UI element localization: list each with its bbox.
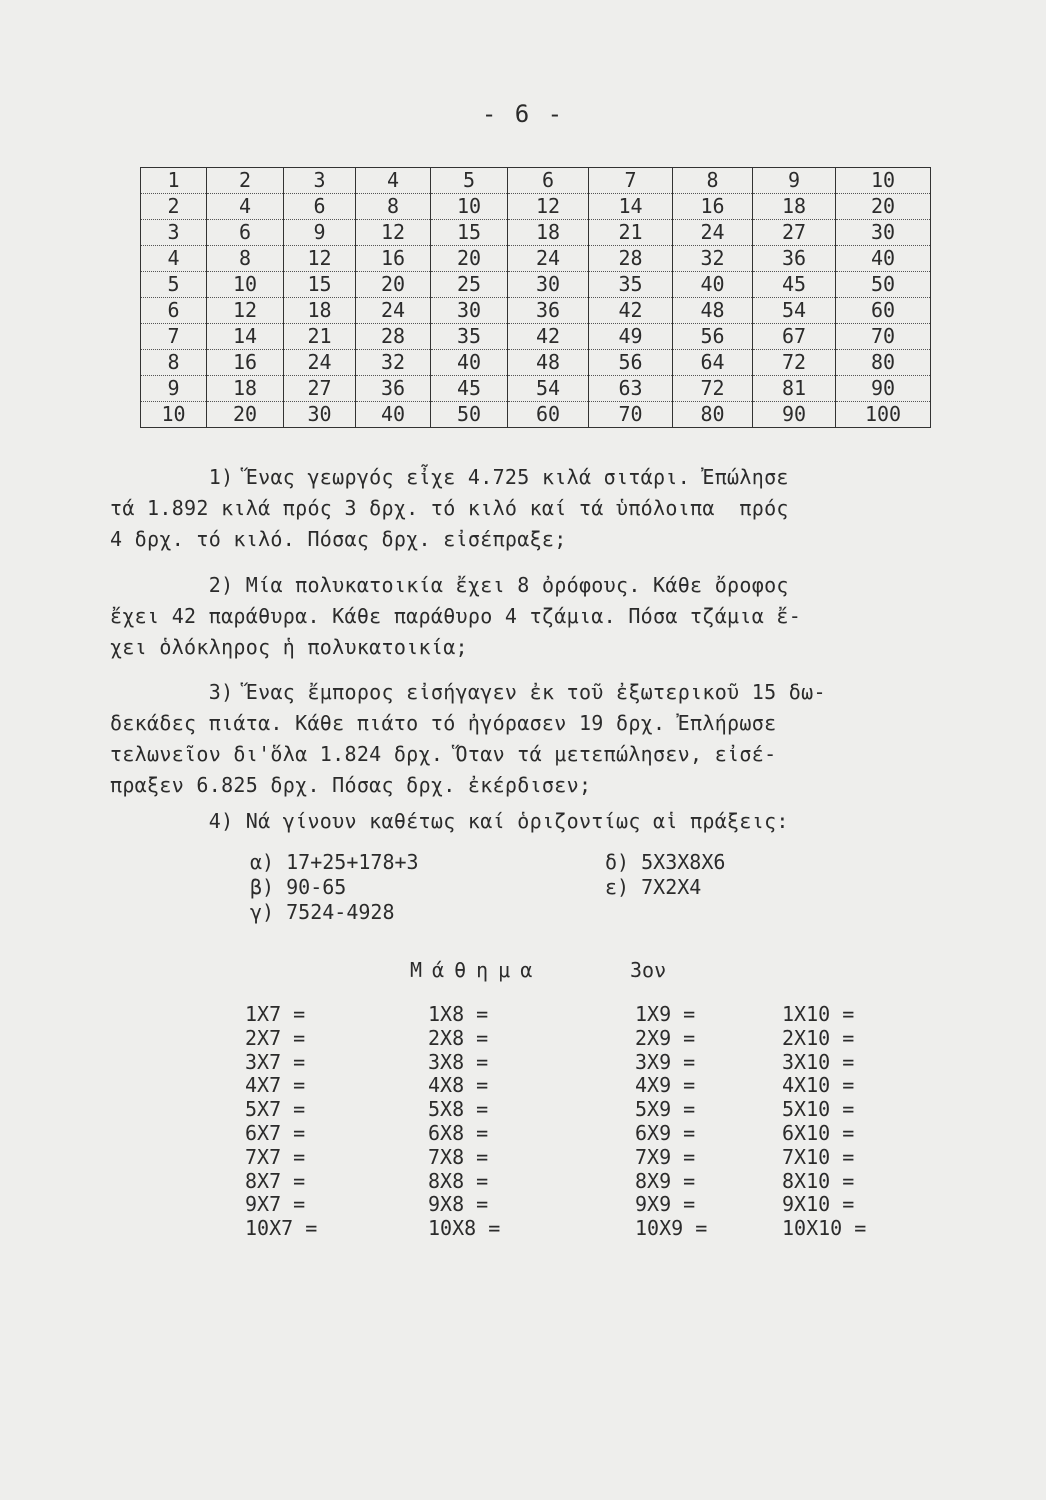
table-cell: 64 <box>673 350 753 376</box>
operation-a: α) 17+25+178+3 <box>250 850 419 874</box>
table-cell: 12 <box>508 194 589 220</box>
table-cell: 16 <box>356 246 431 272</box>
times-8-row: 4X8 = <box>428 1073 489 1098</box>
table-cell: 12 <box>284 246 356 272</box>
table-cell: 36 <box>356 376 431 402</box>
table-cell: 7 <box>141 324 207 350</box>
table-cell: 16 <box>673 194 753 220</box>
multiplication-table <box>140 167 931 428</box>
table-cell: 56 <box>673 324 753 350</box>
table-cell: 48 <box>673 298 753 324</box>
times-7-row: 1X7 = <box>245 1002 306 1026</box>
table-cell: 54 <box>753 298 836 324</box>
table-cell: 72 <box>673 376 753 402</box>
table-cell: 54 <box>508 376 589 402</box>
table-cell: 16 <box>207 350 284 376</box>
times-8-row: 5X8 = <box>428 1097 489 1122</box>
times-7-row: 7X7 = <box>245 1144 306 1169</box>
table-cell: 8 <box>207 246 284 272</box>
table-cell: 40 <box>673 272 753 298</box>
table-cell: 20 <box>207 402 284 428</box>
times-7-row: 6X7 = <box>245 1120 306 1145</box>
table-cell: 28 <box>356 324 431 350</box>
table-cell: 9 <box>141 376 207 402</box>
times-table-10 <box>782 1003 866 1241</box>
table-cell: 10 <box>431 194 508 220</box>
table-cell: 72 <box>753 350 836 376</box>
problem-2: 2) Μία πολυκατοικία ἔχει 8 ὀρόφους. Κάθε ὄροφος ἔχει 42 παράθυρα. Κάθε παράθυρο 4 τζάμια. Πόσα τζάμια ἔ- χει ὁλόκληρος ἡ πολυκατοικία; <box>110 573 802 659</box>
operation-e: ε) 7X2X4 <box>605 875 702 899</box>
table-cell: 28 <box>589 246 673 272</box>
table-cell: 70 <box>589 402 673 428</box>
table-cell: 81 <box>753 376 836 402</box>
times-8-row: 8X8 = <box>428 1168 489 1193</box>
times-8-row: 6X8 = <box>428 1120 489 1145</box>
table-cell: 60 <box>836 298 931 324</box>
table-cell: 27 <box>284 376 356 402</box>
times-10-row: 9X10 = <box>782 1192 855 1217</box>
operations-right <box>605 850 725 900</box>
table-row <box>141 350 931 376</box>
times-9-row: 1X9 = <box>635 1002 696 1026</box>
times-7-row: 3X7 = <box>245 1049 306 1074</box>
table-row <box>141 298 931 324</box>
times-7-row: 5X7 = <box>245 1097 306 1122</box>
problem-1: 1) Ἕνας γεωργός εἶχε 4.725 κιλά σιτάρι. Ἐπώλησε τά 1.892 κιλά πρός 3 δρχ. τό κιλό καί τά ὑπόλοιπα πρός 4 δρχ. τό κιλό. Πόσας δρχ. εἰσέπραξε; <box>110 465 789 551</box>
table-cell: 32 <box>673 246 753 272</box>
table-cell: 6 <box>141 298 207 324</box>
operation-d: δ) 5X3X8X6 <box>605 850 726 874</box>
table-cell: 6 <box>207 220 284 246</box>
table-cell: 9 <box>753 168 836 194</box>
times-7-row: 4X7 = <box>245 1073 306 1098</box>
table-cell: 14 <box>589 194 673 220</box>
times-table-9 <box>635 1003 707 1241</box>
problem-4: 4) Νά γίνουν καθέτως καί ὁριζοντίως αἱ πράξεις: <box>110 809 789 833</box>
table-row <box>141 168 931 194</box>
table-cell: 18 <box>753 194 836 220</box>
table-cell: 5 <box>431 168 508 194</box>
table-cell: 20 <box>356 272 431 298</box>
table-cell: 2 <box>207 168 284 194</box>
table-cell: 36 <box>753 246 836 272</box>
table-cell: 20 <box>836 194 931 220</box>
times-10-row: 6X10 = <box>782 1120 855 1145</box>
times-8-row: 1X8 = <box>428 1002 489 1026</box>
table-cell: 30 <box>508 272 589 298</box>
table-cell: 5 <box>141 272 207 298</box>
table-cell: 67 <box>753 324 836 350</box>
problem-3: 3) Ἕνας ἔμπορος εἰσήγαγεν ἐκ τοῦ ἐξωτερικοῦ 15 δω- δεκάδες πιάτα. Κάθε πιάτο τό ἠγόρασεν 19 δρχ. Ἐπλήρωσε τελωνεῖον δι'ὅλα 1.824 δρχ. Ὅταν τά μετεπώλησεν, εἰσέ- πραξεν 6.825 δρχ. Πόσας δρχ. ἐκέρδισεν; <box>110 680 826 797</box>
times-10-row: 7X10 = <box>782 1144 855 1169</box>
table-row <box>141 246 931 272</box>
table-cell: 12 <box>356 220 431 246</box>
table-cell: 10 <box>207 272 284 298</box>
table-cell: 42 <box>589 298 673 324</box>
table-cell: 24 <box>356 298 431 324</box>
table-cell: 90 <box>753 402 836 428</box>
table-cell: 30 <box>836 220 931 246</box>
table-cell: 9 <box>284 220 356 246</box>
table-cell: 3 <box>141 220 207 246</box>
table-cell: 40 <box>356 402 431 428</box>
lesson-title: Μάθημα <box>410 958 543 982</box>
table-cell: 70 <box>836 324 931 350</box>
table-cell: 3 <box>284 168 356 194</box>
table-row <box>141 324 931 350</box>
table-row <box>141 272 931 298</box>
table-cell: 24 <box>673 220 753 246</box>
table-cell: 50 <box>431 402 508 428</box>
table-cell: 49 <box>589 324 673 350</box>
table-cell: 21 <box>284 324 356 350</box>
table-cell: 12 <box>207 298 284 324</box>
times-10-row: 4X10 = <box>782 1073 855 1098</box>
table-cell: 24 <box>508 246 589 272</box>
times-7-row: 9X7 = <box>245 1192 306 1217</box>
times-8-row: 7X8 = <box>428 1144 489 1169</box>
table-row <box>141 376 931 402</box>
times-9-row: 7X9 = <box>635 1144 696 1169</box>
table-cell: 4 <box>141 246 207 272</box>
table-cell: 7 <box>589 168 673 194</box>
times-10-row: 1X10 = <box>782 1002 855 1026</box>
table-cell: 100 <box>836 402 931 428</box>
times-table-7 <box>245 1003 317 1241</box>
times-8-row: 10X8 = <box>428 1216 501 1241</box>
times-9-row: 5X9 = <box>635 1097 696 1122</box>
table-cell: 35 <box>431 324 508 350</box>
table-cell: 30 <box>284 402 356 428</box>
page-number: - 6 - <box>481 100 565 128</box>
table-cell: 80 <box>673 402 753 428</box>
table-cell: 21 <box>589 220 673 246</box>
table-cell: 24 <box>284 350 356 376</box>
table-cell: 42 <box>508 324 589 350</box>
table-row <box>141 194 931 220</box>
table-cell: 2 <box>141 194 207 220</box>
table-cell: 63 <box>589 376 673 402</box>
times-9-row: 3X9 = <box>635 1049 696 1074</box>
times-9-row: 2X9 = <box>635 1025 696 1050</box>
table-cell: 6 <box>508 168 589 194</box>
times-9-row: 10X9 = <box>635 1216 708 1241</box>
table-cell: 15 <box>284 272 356 298</box>
table-cell: 40 <box>431 350 508 376</box>
table-cell: 80 <box>836 350 931 376</box>
table-cell: 60 <box>508 402 589 428</box>
table-cell: 10 <box>141 402 207 428</box>
lesson-number: 3ον <box>630 958 667 982</box>
table-cell: 27 <box>753 220 836 246</box>
table-cell: 56 <box>589 350 673 376</box>
table-cell: 6 <box>284 194 356 220</box>
table-cell: 18 <box>508 220 589 246</box>
times-7-row: 10X7 = <box>245 1216 318 1241</box>
times-7-row: 8X7 = <box>245 1168 306 1193</box>
times-9-row: 9X9 = <box>635 1192 696 1217</box>
table-cell: 8 <box>141 350 207 376</box>
times-10-row: 3X10 = <box>782 1049 855 1074</box>
table-row <box>141 220 931 246</box>
table-cell: 36 <box>508 298 589 324</box>
times-8-row: 9X8 = <box>428 1192 489 1217</box>
times-table-8 <box>428 1003 500 1241</box>
times-10-row: 10X10 = <box>782 1216 867 1241</box>
table-cell: 10 <box>836 168 931 194</box>
table-cell: 18 <box>207 376 284 402</box>
table-cell: 4 <box>356 168 431 194</box>
operation-b: β) 90-65 <box>250 875 347 899</box>
operation-c: γ) 7524-4928 <box>250 900 395 924</box>
times-7-row: 2X7 = <box>245 1025 306 1050</box>
table-cell: 30 <box>431 298 508 324</box>
table-cell: 4 <box>207 194 284 220</box>
table-cell: 18 <box>284 298 356 324</box>
table-cell: 14 <box>207 324 284 350</box>
table-cell: 8 <box>356 194 431 220</box>
table-cell: 8 <box>673 168 753 194</box>
times-8-row: 3X8 = <box>428 1049 489 1074</box>
times-8-row: 2X8 = <box>428 1025 489 1050</box>
times-9-row: 6X9 = <box>635 1120 696 1145</box>
table-cell: 48 <box>508 350 589 376</box>
times-10-row: 5X10 = <box>782 1097 855 1122</box>
table-cell: 40 <box>836 246 931 272</box>
times-10-row: 8X10 = <box>782 1168 855 1193</box>
table-cell: 32 <box>356 350 431 376</box>
table-cell: 15 <box>431 220 508 246</box>
table-cell: 50 <box>836 272 931 298</box>
table-row <box>141 402 931 428</box>
times-9-row: 4X9 = <box>635 1073 696 1098</box>
table-cell: 35 <box>589 272 673 298</box>
table-cell: 45 <box>431 376 508 402</box>
times-10-row: 2X10 = <box>782 1025 855 1050</box>
times-9-row: 8X9 = <box>635 1168 696 1193</box>
table-cell: 45 <box>753 272 836 298</box>
table-cell: 1 <box>141 168 207 194</box>
table-cell: 25 <box>431 272 508 298</box>
table-cell: 20 <box>431 246 508 272</box>
operations-left <box>250 850 419 925</box>
table-cell: 90 <box>836 376 931 402</box>
